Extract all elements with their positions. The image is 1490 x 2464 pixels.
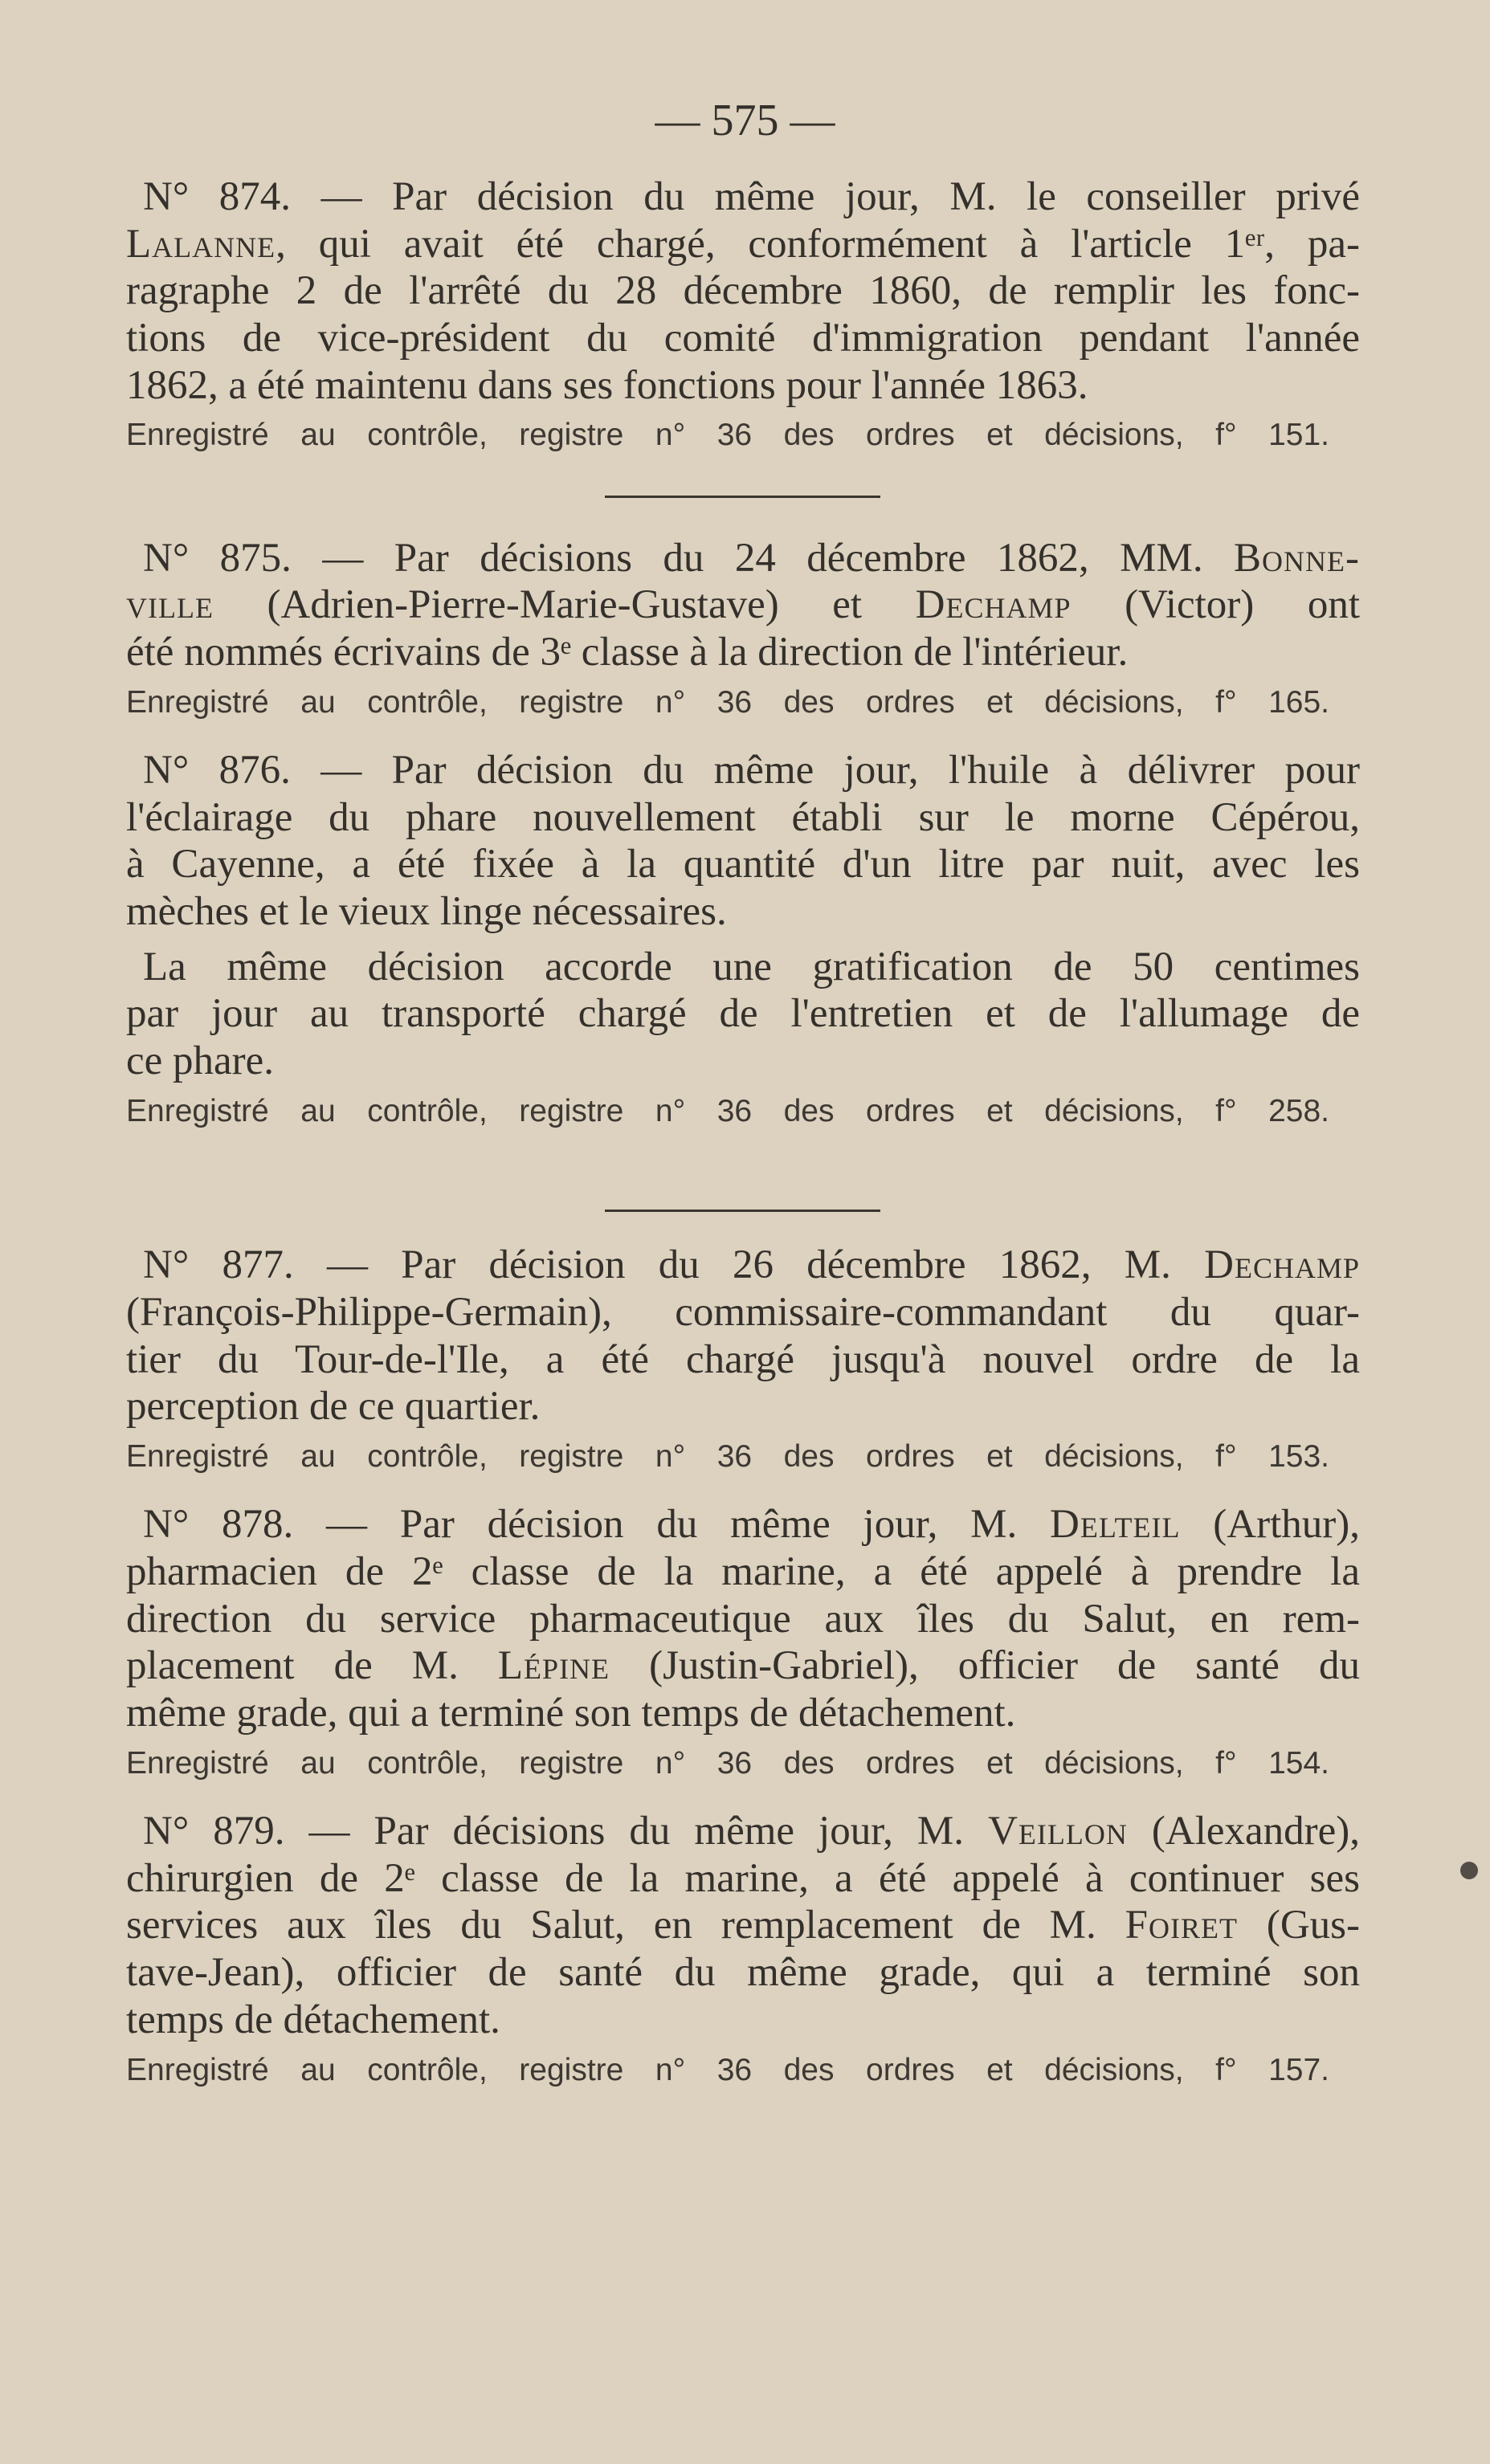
separator-rule [605, 496, 880, 498]
person-name: Dechamp [1204, 1242, 1360, 1287]
registration-note: Enregistré au contrôle, registre n° 36 des ordres et décisions, f° 153. [126, 1439, 1329, 1474]
person-name: Lépine [497, 1643, 610, 1688]
text-line [143, 1500, 1360, 1548]
text-segment: par jour au transporté chargé de l'entretien et de l'allumage de [126, 991, 1360, 1036]
text-segment: N° 875. — Par décisions du 24 décembre 1862, MM. [143, 536, 1235, 581]
text-line [126, 989, 1360, 1038]
separator-rule [605, 1210, 880, 1212]
text-segment: tier du Tour-de-l'Ile, a été chargé jusqu'à nouvel ordre de la [126, 1337, 1360, 1382]
text-line [126, 1642, 1360, 1690]
person-name: Lalanne [126, 222, 276, 267]
text-segment: La même décision accorde une gratification de 50 centimes [143, 944, 1360, 989]
text-line [143, 173, 1360, 221]
registration-note: Enregistré au contrôle, registre n° 36 des ordres et décisions, f° 157. [126, 2053, 1329, 2087]
text-segment: tave-Jean), officier de santé du même grade, qui a terminé son [126, 1950, 1360, 1995]
text-segment: chirurgien de 2ᵉ classe de la marine, a été appelé à continuer ses [126, 1856, 1360, 1901]
text-line [126, 1901, 1360, 1949]
text-line [126, 1996, 1360, 2044]
registration-note: Enregistré au contrôle, registre n° 36 des ordres et décisions, f° 165. [126, 685, 1329, 720]
text-segment: N° 877. — Par décision du 26 décembre 1862, M. [143, 1242, 1205, 1287]
text-line [126, 840, 1360, 888]
text-line [143, 943, 1360, 991]
person-name: Bonne- [1234, 536, 1360, 581]
text-line [126, 1948, 1360, 1997]
text-line [126, 628, 1360, 676]
text-segment: été nommés écrivains de 3ᵉ classe à la direction de l'intérieur. [126, 630, 1129, 675]
text-segment: 1862, a été maintenu dans ses fonctions pour l'année 1863. [126, 363, 1088, 408]
person-name: Foiret [1125, 1903, 1238, 1948]
page-number: — 575 — [655, 96, 835, 145]
text-line [126, 887, 1360, 936]
text-line [143, 1241, 1360, 1289]
registration-note: Enregistré au contrôle, registre n° 36 des ordres et décisions, f° 151. [126, 418, 1329, 452]
text-segment: pharmacien de 2ᵉ classe de la marine, a été appelé à prendre la [126, 1549, 1360, 1594]
text-segment: tions de vice-président du comité d'immigration pendant l'année [126, 316, 1360, 361]
text-line [143, 746, 1360, 794]
registration-note: Enregistré au contrôle, registre n° 36 des ordres et décisions, f° 258. [126, 1094, 1329, 1128]
text-segment: même grade, qui a terminé son temps de détachement. [126, 1691, 1016, 1736]
text-segment: N° 879. — Par décisions du même jour, M. [143, 1809, 989, 1854]
text-segment: ragraphe 2 de l'arrêté du 28 décembre 1860, de remplir les fonc- [126, 268, 1360, 313]
text-segment: ce phare. [126, 1038, 275, 1083]
text-segment: (Gus- [1237, 1903, 1360, 1948]
text-segment: à Cayenne, a été fixée à la quantité d'un litre par nuit, avec les [126, 842, 1360, 887]
text-line [126, 1037, 1360, 1085]
person-name: ville [126, 582, 214, 627]
text-segment: (Justin-Gabriel), officier de santé du [610, 1643, 1360, 1688]
text-segment: N° 878. — Par décision du même jour, M. [143, 1502, 1051, 1547]
text-line [126, 1548, 1360, 1596]
text-segment: (François-Philippe-Germain), commissaire-commandant du quar- [126, 1290, 1360, 1335]
text-segment: services aux îles du Salut, en remplacement de M. [126, 1903, 1125, 1948]
text-line [126, 1595, 1360, 1643]
text-segment: placement de M. [126, 1643, 498, 1688]
text-line [126, 1382, 1360, 1430]
text-line [126, 1854, 1360, 1903]
text-segment: l'éclairage du phare nouvellement établi sur le morne Cépérou, [126, 795, 1360, 840]
text-segment: (Alexandre), [1127, 1809, 1360, 1854]
ink-blot [1460, 1862, 1478, 1879]
registration-note: Enregistré au contrôle, registre n° 36 des ordres et décisions, f° 154. [126, 1746, 1329, 1781]
person-name: Dechamp [915, 582, 1072, 627]
text-segment: temps de détachement. [126, 1997, 500, 2042]
person-name: Veillon [988, 1809, 1128, 1854]
text-segment: (Adrien-Pierre-Marie-Gustave) et [213, 582, 916, 627]
text-line [126, 361, 1360, 410]
text-line [126, 1689, 1360, 1737]
text-segment: mèches et le vieux linge nécessaires. [126, 889, 727, 934]
text-segment: N° 876. — Par décision du même jour, l'huile à délivrer pour [143, 748, 1360, 793]
text-segment: (Victor) ont [1071, 582, 1360, 627]
text-segment: (Arthur), [1180, 1502, 1360, 1547]
text-line [126, 314, 1360, 362]
text-segment: , qui avait été chargé, conformément à l'article 1ᵉʳ, pa- [276, 222, 1360, 267]
text-line [126, 267, 1360, 315]
text-line [143, 1807, 1360, 1855]
text-line [126, 581, 1360, 629]
text-segment: perception de ce quartier. [126, 1384, 541, 1429]
text-segment: N° 874. — Par décision du même jour, M. le conseiller privé [143, 174, 1360, 219]
person-name: Delteil [1050, 1502, 1181, 1547]
text-line [126, 1336, 1360, 1384]
text-line [143, 534, 1360, 582]
text-line [126, 1288, 1360, 1336]
text-line [126, 220, 1360, 268]
text-line [126, 793, 1360, 842]
text-segment: direction du service pharmaceutique aux îles du Salut, en rem- [126, 1597, 1360, 1642]
